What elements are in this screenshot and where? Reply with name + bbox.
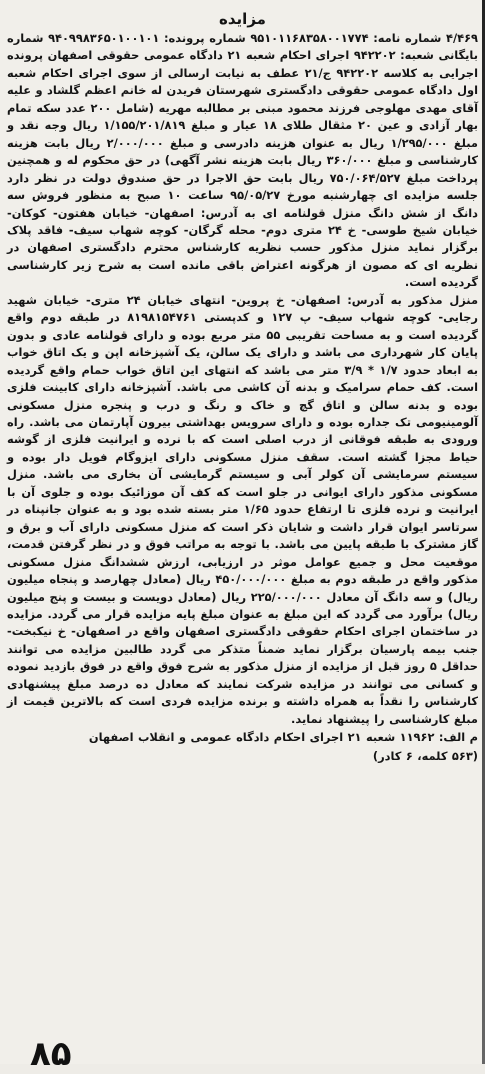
- page-number-stamp: ۸۵: [30, 1034, 72, 1074]
- notice-paragraph: منزل مذکور به آدرس: اصفهان- خ پروین- انتهای خیابان ۲۴ متری- خیابان شهید رجایی- کوچه شهاب سیف- پ ۱۲۷ و کدپستی ۸۱۹۸۱۵۴۷۶۱ در طبقه دوم واقع گردیده است و به مساحت تقریبی ۵۵ متر مربع بوده و دارای قولنامه عادی و بدون پایان کار شهرداری می باشد و دارای یک سالن، یک آشپزخانه اپن و یک اتاق خواب به ابعاد حدود ۱/۷ * ۳/۹ متر می باشد که انتهای این اتاق خواب حمام واقع گردیده است. کف حمام سرامیک و بدنه آن کاشی می باشد. آشپزخانه دارای کابینت فلزی بوده و بدنه سالن و اتاق گچ و خاک و رنگ و درب و پنجره منزل مسکونی آلومینیومی تک جداره بوده و دارای سرویس بهداشتی بیرون آپارتمان می باشد. راه ورودی به طبقه فوقانی از درب اصلی است که با نرده و ایرانیت فلزی از گوشه حیاط مجزا گشته است. سقف منزل مسکونی دارای ایزوگام فویل دار بوده و سیستم سرمایشی آن کولر آبی و سیستم گرمایشی آن بخاری می باشد. منزل مسکونی مذکور دارای ایوانی در جلو است که کف آن موزائیک بوده و جلوی آن با ایرانیت و نرده فلزی تا ارتفاع حدود ۱/۶۵ متر بسته شده بود و به عنوان جانپناه در سرتاسر ایوان قرار داشت و شایان ذکر است که منزل مسکونی دارای آب و برق و گاز مشترک با طبقه پایین می باشد. با توجه به مراتب فوق و در نظر گرفتن قدمت، موقعیت محل و جمیع عوامل موثر در ارزیابی، ارزش ششدانگ منزل مسکونی مذکور واقع در طبقه دوم به مبلغ ۴۵۰/۰۰۰/۰۰۰ ریال (معادل چهارصد و پنجاه میلیون ریال) و سه دانگ آن معادل ۲۲۵/۰۰۰/۰۰۰ ریال (معادل دویست و بیست و پنج میلیون ریال) برآورد می گردد که این مبلغ به عنوان مبلغ پایه مزایده قرار می گردد. مزایده در ساختمان اجرای احکام حقوقی دادگستری اصفهان واقع در اصفهان- خ نیکبخت- جنب بیمه پارسیان برگزار نماید ضمناً متذکر می گردد طالبین مزایده می توانند حداقل ۵ روز قبل از مزایده از منزل مذکور به شرح فوق واقع در فوق بازدید نموده و کسانی می توانند در مزایده شرکت نمایند که معادل ده درصد مبلغ پیشنهادی کارشناس را نقداً به همراه داشته و برنده مزایده فردی است که بالاترین قیمت از مبلغ کارشناسی را پیشنهاد نماید.: [7, 292, 478, 726]
- notice-title: مزایده: [219, 10, 266, 28]
- word-count-line: (۵۶۳ کلمه، ۶ کادر): [372, 748, 478, 763]
- notice-body: [7, 30, 478, 765]
- signature-line: م الف: ۱۱۹۶۲ شعبه ۲۱ اجرای احکام دادگاه عمومی و انقلاب اصفهان: [88, 730, 478, 745]
- notice-paragraph: ۴/۴۶۹ شماره نامه: ۹۵۱۰۱۱۶۸۳۵۸۰۰۱۷۷۴ شماره پرونده: ۹۴۰۹۹۸۳۶۵۰۱۰۰۱۰۱ شماره بایگانی شعبه: ۹۴۲۲۰۲ اجرای احکام شعبه ۲۱ دادگاه عمومی حقوقی اصفهان پرونده اجرایی به کلاسه ۹۴۲۲۰۲ ج/۲۱ عطف به نیابت ارسالی از سوی اجرای احکام شعبه اول دادگاه عمومی حقوقی دادگستری شهرستان فریدن له خانم اعظم گلشاد و علیه آقای مهدی مهلوجی فرزند محمود مبنی بر مطالبه مهریه (شامل ۲۰۰ عدد سکه تمام بهار آزادی و عین ۲۰ مثقال طلای ۱۸ عیار و مبلغ ۱/۱۵۵/۲۰۱/۸۱۹ ریال وجه نقد و مبلغ ۱/۲۹۵/۰۰۰ ریال به عنوان هزینه دادرسی و مبلغ ۲/۰۰۰/۰۰۰ ریال بابت هزینه کارشناسی و مبلغ ۳۶۰/۰۰۰ ریال بابت هزینه نشر آگهی) در حق محکوم له و همچنین پرداخت مبلغ ۷۵۰/۰۶۴/۵۲۷ ریال بابت حق الاجرا در حق صندوق دولت در نظر دارد جلسه مزایده ای چهارشنبه مورخ ۹۵/۰۵/۲۷ ساعت ۱۰ صبح به منظور فروش سه دانگ از شش دانگ منزل قولنامه ای به آدرس: اصفهان- خیابان هفتون- کوکان- خیابان شیخ طوسی- خ ۲۴ متری دوم- محله گرگان- کوچه شهاب سیف- فاقد پلاک برگزار نماید منزل مذکور حسب نظریه کارشناس محترم دادگستری اصفهان در نظریه ای که مصون از هرگونه اعتراض باقی مانده است به شرح زیر کارشناسی گردیده است.: [7, 31, 479, 290]
